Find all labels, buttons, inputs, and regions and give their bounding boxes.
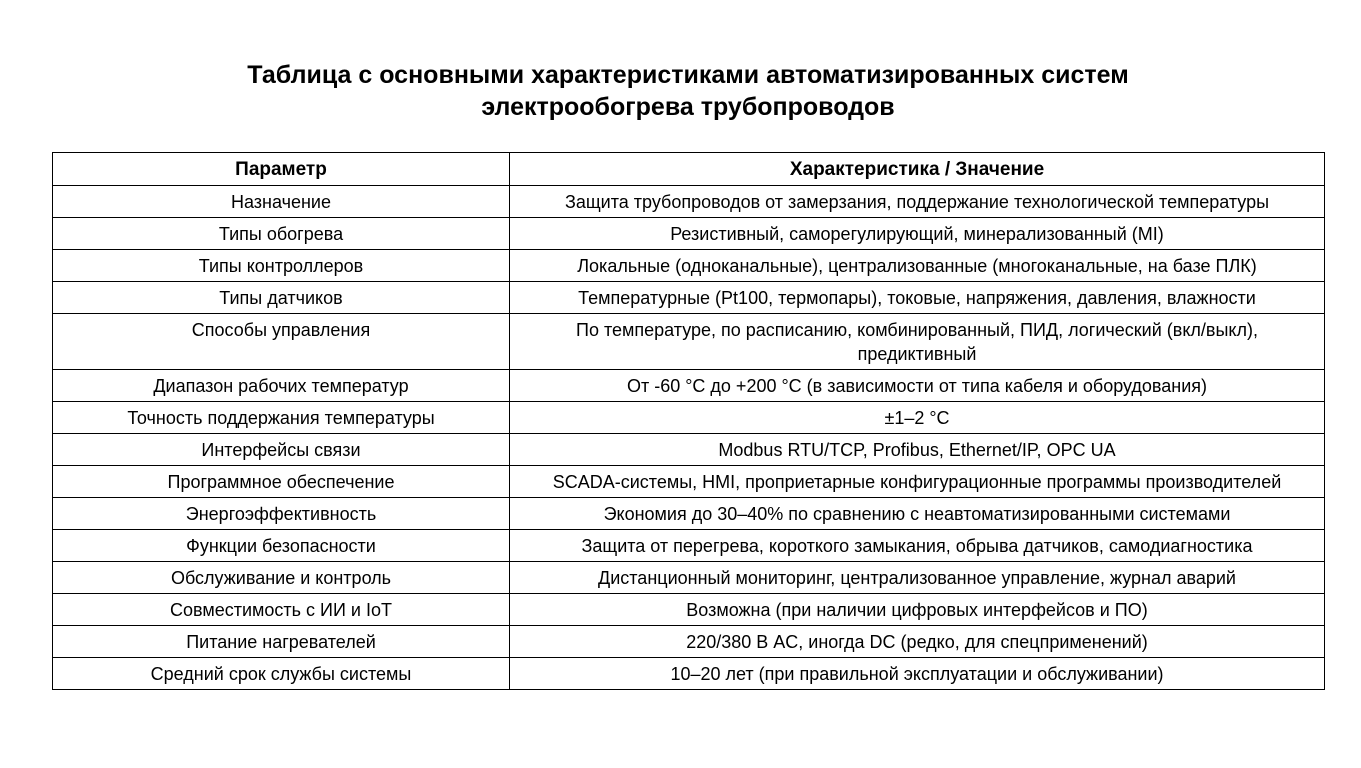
table-row	[53, 282, 1325, 314]
row-value: Дистанционный мониторинг, централизованное управление, журнал аварий	[510, 562, 1325, 594]
table-header-row	[53, 153, 1325, 186]
row-parameter: Точность поддержания температуры	[53, 402, 510, 434]
row-value: Резистивный, саморегулирующий, минерализованный (MI)	[510, 218, 1325, 250]
row-value: Локальные (одноканальные), централизованные (многоканальные, на базе ПЛК)	[510, 250, 1325, 282]
table-row	[53, 498, 1325, 530]
row-parameter: Программное обеспечение	[53, 466, 510, 498]
page-title	[0, 59, 1361, 123]
row-value: Температурные (Pt100, термопары), токовые, напряжения, давления, влажности	[510, 282, 1325, 314]
column-header-parameter: Параметр	[53, 153, 510, 186]
table-row	[53, 314, 1325, 370]
table-row	[53, 434, 1325, 466]
row-parameter: Совместимость с ИИ и IoT	[53, 594, 510, 626]
row-value: 10–20 лет (при правильной эксплуатации и обслуживании)	[510, 658, 1325, 690]
row-value: От -60 °C до +200 °C (в зависимости от типа кабеля и оборудования)	[510, 370, 1325, 402]
table-row	[53, 250, 1325, 282]
row-parameter: Функции безопасности	[53, 530, 510, 562]
row-value: Защита от перегрева, короткого замыкания, обрыва датчиков, самодиагностика	[510, 530, 1325, 562]
row-parameter: Диапазон рабочих температур	[53, 370, 510, 402]
row-parameter: Обслуживание и контроль	[53, 562, 510, 594]
row-value: По температуре, по расписанию, комбинированный, ПИД, логический (вкл/выкл), предиктивный	[510, 314, 1325, 370]
table-row	[53, 530, 1325, 562]
row-parameter: Способы управления	[53, 314, 510, 370]
table-row	[53, 402, 1325, 434]
row-parameter: Типы контроллеров	[53, 250, 510, 282]
table-row	[53, 562, 1325, 594]
table-row	[53, 626, 1325, 658]
page-title-line-2: электрообогрева трубопроводов	[481, 92, 895, 121]
row-parameter: Энергоэффективность	[53, 498, 510, 530]
row-parameter: Типы датчиков	[53, 282, 510, 314]
row-value: ±1–2 °C	[510, 402, 1325, 434]
table-row	[53, 658, 1325, 690]
row-parameter: Питание нагревателей	[53, 626, 510, 658]
row-value: Защита трубопроводов от замерзания, поддержание технологической температуры	[510, 186, 1325, 218]
row-value: Экономия до 30–40% по сравнению с неавтоматизированными системами	[510, 498, 1325, 530]
table-row	[53, 218, 1325, 250]
row-value: Возможна (при наличии цифровых интерфейсов и ПО)	[510, 594, 1325, 626]
row-value: Modbus RTU/TCP, Profibus, Ethernet/IP, OPC UA	[510, 434, 1325, 466]
row-value: SCADA-системы, HMI, проприетарные конфигурационные программы производителей	[510, 466, 1325, 498]
row-parameter: Типы обогрева	[53, 218, 510, 250]
table-row	[53, 186, 1325, 218]
row-value: 220/380 В AC, иногда DC (редко, для спецприменений)	[510, 626, 1325, 658]
column-header-value: Характеристика / Значение	[510, 153, 1325, 186]
row-parameter: Средний срок службы системы	[53, 658, 510, 690]
table-row	[53, 370, 1325, 402]
page-title-line-1: Таблица с основными характеристиками автоматизированных систем	[247, 60, 1129, 89]
row-parameter: Назначение	[53, 186, 510, 218]
specifications-table	[52, 152, 1325, 690]
row-parameter: Интерфейсы связи	[53, 434, 510, 466]
table-row	[53, 594, 1325, 626]
table-row	[53, 466, 1325, 498]
